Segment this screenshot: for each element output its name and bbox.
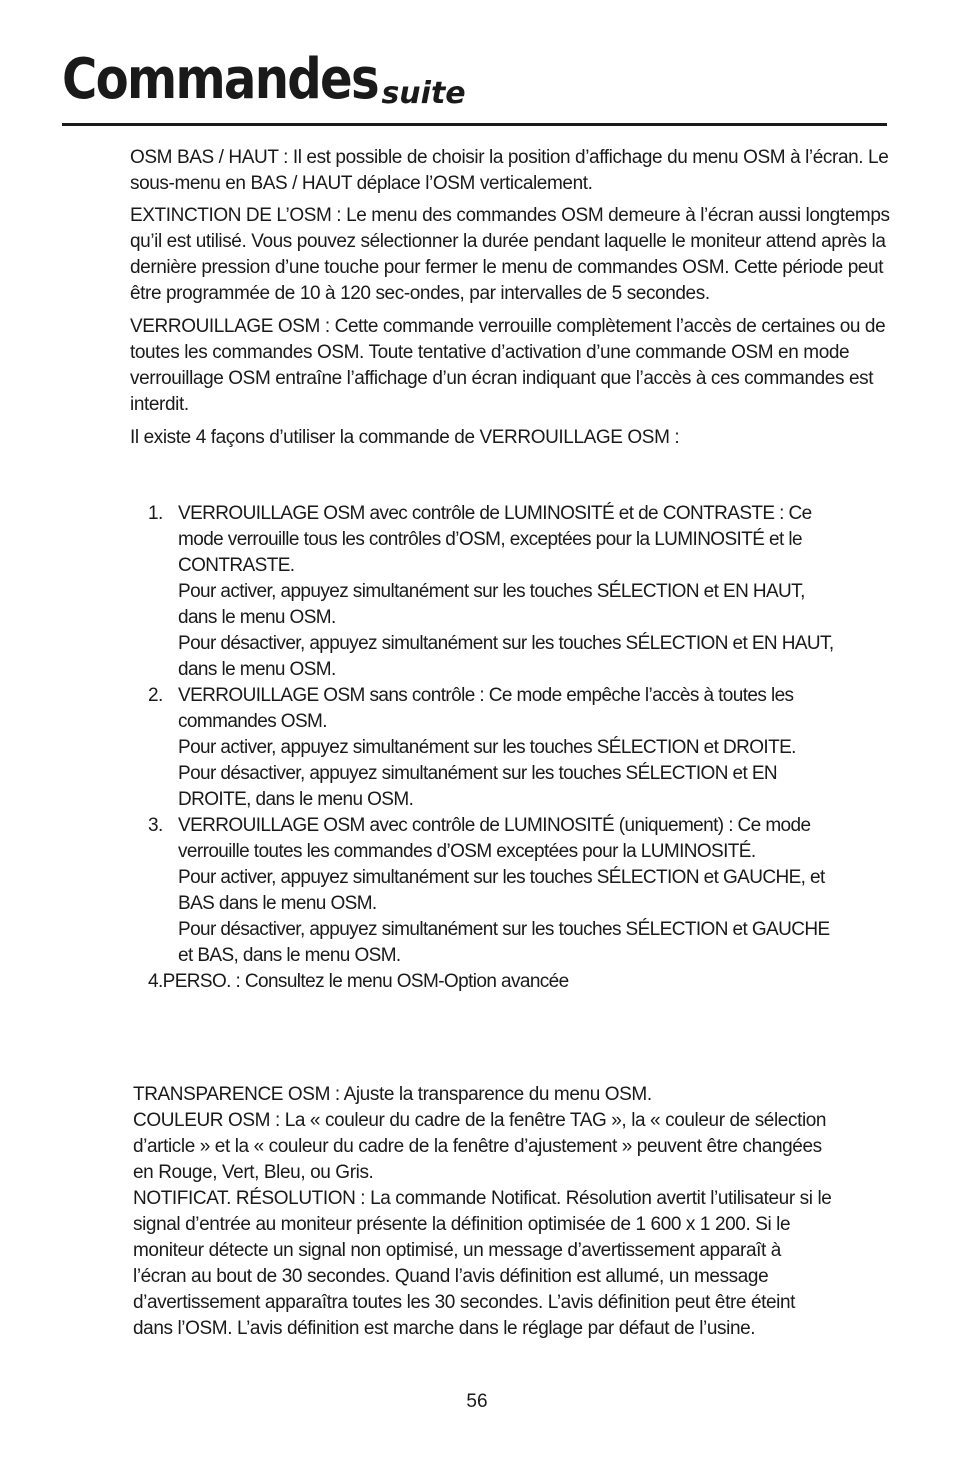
list-item (148, 683, 838, 813)
lock-modes-list (148, 501, 838, 995)
more-settings-section (133, 1082, 833, 1342)
page-subtitle: – suite (356, 76, 466, 111)
transparency-paragraph: TRANSPARENCE OSM : Ajuste la transparence du menu OSM. (133, 1084, 652, 1105)
list-item-activate: Pour activer, appuyez simultanément sur les touches SÉLECTION et DROITE. (178, 737, 796, 758)
osm-timeout-paragraph: EXTINCTION DE L’OSM : Le menu des commandes OSM demeure à l’écran aussi longtemps qu’il est utilisé. Vous pouvez sélectionner la durée pendant laquelle le moniteur attend après la dernière pression d’une touche pour fermer le menu de commandes OSM. Cette période peut être programmée de 10 à 120 sec-ondes, par intervalles de 5 secondes. (130, 205, 890, 304)
list-item-number: 3. (148, 815, 163, 836)
list-item-description: VERROUILLAGE OSM avec contrôle de LUMINOSITÉ (uniquement) : Ce mode verrouille toutes les commandes d’OSM exceptées pour la LUMINOSITÉ. (178, 815, 811, 862)
list-item-number: 2. (148, 685, 163, 706)
page-number: 56 (466, 1391, 488, 1412)
list-item-deactivate: Pour désactiver, appuyez simultanément sur les touches SÉLECTION et EN DROITE, dans le menu OSM. (178, 763, 778, 810)
list-item-description: VERROUILLAGE OSM avec contrôle de LUMINOSITÉ et de CONTRASTE : Ce mode verrouille tous les contrôles d’OSM, exceptées pour la LUMINOSITÉ et le CONTRASTE. (178, 503, 812, 576)
osm-lock-paragraph: VERROUILLAGE OSM : Cette commande verrouille complètement l’accès de certaines ou de toutes les commandes OSM. Toute tentative d’activation d’une commande OSM en mode verrouillage OSM entraîne l’affichage d’un écran indiquant que l’accès à ces commandes est interdit. (130, 316, 886, 415)
page-title: Commandes (62, 47, 378, 112)
title-rule (62, 123, 887, 126)
list-item-description: VERROUILLAGE OSM sans contrôle : Ce mode empêche l’accès à toutes les commandes OSM. (178, 685, 794, 732)
list-item-perso: 4.PERSO. : Consultez le menu OSM-Option avancée (148, 971, 569, 992)
list-item (148, 813, 838, 969)
lock-ways-paragraph: Il existe 4 façons d’utiliser la commande de VERROUILLAGE OSM : (130, 427, 680, 448)
list-item-deactivate: Pour désactiver, appuyez simultanément sur les touches SÉLECTION et EN HAUT, dans le menu OSM. (178, 633, 834, 680)
color-paragraph: COULEUR OSM : La « couleur du cadre de la fenêtre TAG », la « couleur de sélection d’article » et la « couleur du cadre de la fenêtre d’ajustement » peuvent être changées en Rouge, Vert, Bleu, ou Gris. (133, 1110, 827, 1183)
page-heading (62, 47, 466, 112)
list-item-deactivate: Pour désactiver, appuyez simultanément sur les touches SÉLECTION et GAUCHE et BAS, dans le menu OSM. (178, 919, 830, 966)
list-item-activate: Pour activer, appuyez simultanément sur les touches SÉLECTION et EN HAUT, dans le menu OSM. (178, 581, 805, 628)
list-item-activate: Pour activer, appuyez simultanément sur les touches SÉLECTION et GAUCHE, et BAS dans le menu OSM. (178, 867, 825, 914)
osm-position-paragraph: OSM BAS / HAUT : Il est possible de choisir la position d’affichage du menu OSM à l’écran. Le sous-menu en BAS / HAUT déplace l’OSM verticalement. (130, 147, 889, 194)
list-item (148, 501, 838, 683)
resolution-paragraph: NOTIFICAT. RÉSOLUTION : La commande Notificat. Résolution avertit l’utilisateur si le signal d’entrée au moniteur présente la définition optimisée de 1 600 x 1 200. Si le moniteur détecte un signal non optimisé, un message d’avertissement apparaît à l’écran au bout de 30 secondes. Quand l’avis définition est allumé, un message d’avertissement apparaîtra toutes les 30 secondes. L’avis définition peut être éteint dans l’OSM. L’avis définition est marche dans le réglage par défaut de l’usine. (133, 1188, 832, 1339)
intro-section (130, 145, 890, 451)
list-item-number: 1. (148, 503, 163, 524)
